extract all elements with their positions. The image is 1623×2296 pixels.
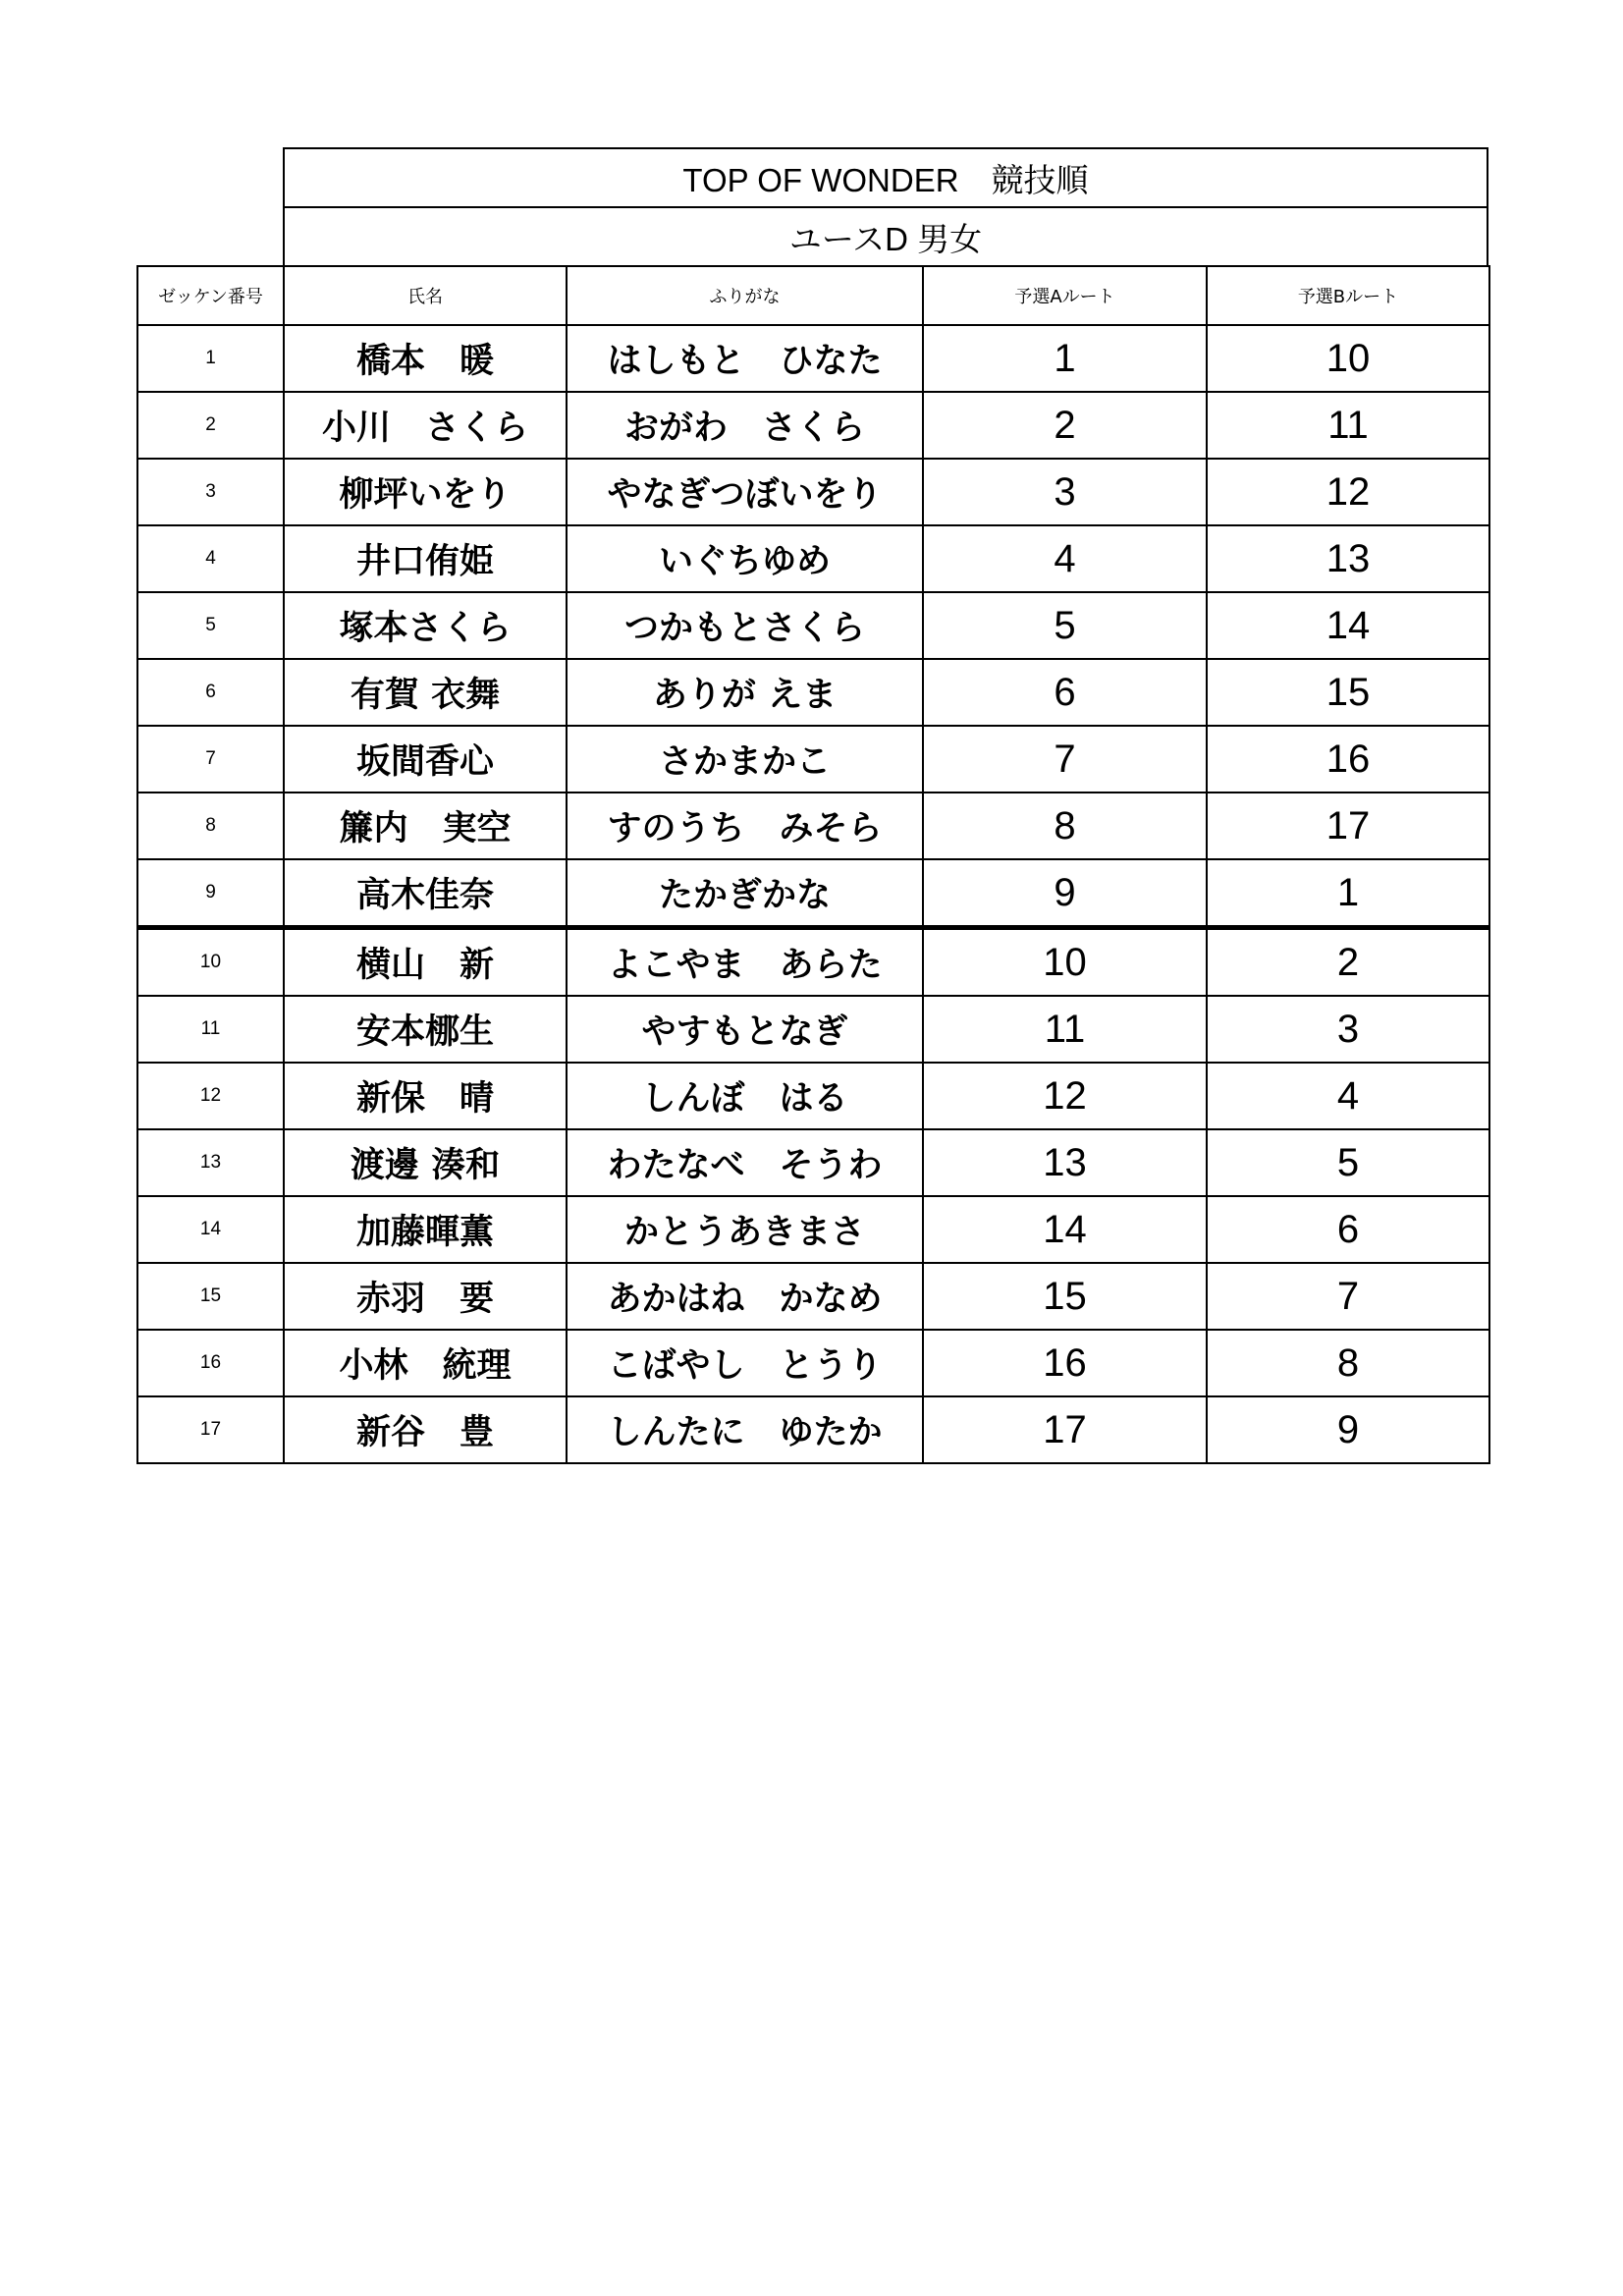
name-cell: 小林 統理: [284, 1330, 567, 1396]
route-a-cell: 16: [923, 1330, 1207, 1396]
bib-cell: 5: [137, 592, 284, 659]
route-b-cell: 2: [1207, 928, 1489, 997]
bib-cell: 11: [137, 996, 284, 1063]
kana-cell: たかぎかな: [567, 859, 923, 928]
route-b-cell: 1: [1207, 859, 1489, 928]
kana-cell: すのうち みそら: [567, 793, 923, 859]
bib-cell: 9: [137, 859, 284, 928]
bib-cell: 12: [137, 1063, 284, 1129]
bib-cell: 1: [137, 325, 284, 392]
name-cell: 高木佳奈: [284, 859, 567, 928]
table-row: [137, 1263, 1489, 1330]
route-a-cell: 8: [923, 793, 1207, 859]
table-row: [137, 1063, 1489, 1129]
bib-cell: 6: [137, 659, 284, 726]
route-b-cell: 10: [1207, 325, 1489, 392]
kana-cell: やなぎつぼいをり: [567, 459, 923, 525]
name-cell: 柳坪いをり: [284, 459, 567, 525]
bib-cell: 10: [137, 928, 284, 997]
name-cell: 横山 新: [284, 928, 567, 997]
header-name: 氏名: [284, 266, 567, 325]
bib-cell: 15: [137, 1263, 284, 1330]
route-b-cell: 12: [1207, 459, 1489, 525]
route-a-cell: 7: [923, 726, 1207, 793]
route-b-cell: 8: [1207, 1330, 1489, 1396]
kana-cell: さかまかこ: [567, 726, 923, 793]
kana-cell: わたなべ そうわ: [567, 1129, 923, 1196]
bib-cell: 17: [137, 1396, 284, 1463]
table-row: [137, 726, 1489, 793]
name-cell: 橋本 暖: [284, 325, 567, 392]
name-cell: 小川 さくら: [284, 392, 567, 459]
table-row: [137, 996, 1489, 1063]
table-row: [137, 325, 1489, 392]
bib-cell: 2: [137, 392, 284, 459]
kana-cell: おがわ さくら: [567, 392, 923, 459]
route-b-cell: 11: [1207, 392, 1489, 459]
name-cell: 新谷 豊: [284, 1396, 567, 1463]
header-route-b: 予選Bルート: [1207, 266, 1489, 325]
name-cell: 簾内 実空: [284, 793, 567, 859]
name-cell: 井口侑姫: [284, 525, 567, 592]
table-row: [137, 525, 1489, 592]
table-row: [137, 928, 1489, 997]
kana-cell: はしもと ひなた: [567, 325, 923, 392]
name-cell: 塚本さくら: [284, 592, 567, 659]
route-a-cell: 10: [923, 928, 1207, 997]
route-b-cell: 4: [1207, 1063, 1489, 1129]
route-a-cell: 17: [923, 1396, 1207, 1463]
kana-cell: つかもとさくら: [567, 592, 923, 659]
table-row: [137, 859, 1489, 928]
kana-cell: いぐちゆめ: [567, 525, 923, 592]
route-b-cell: 14: [1207, 592, 1489, 659]
header-route-a: 予選Aルート: [923, 266, 1207, 325]
table-row: [137, 1196, 1489, 1263]
table-row: [137, 1330, 1489, 1396]
bib-cell: 14: [137, 1196, 284, 1263]
name-cell: 新保 晴: [284, 1063, 567, 1129]
table-row: [137, 1396, 1489, 1463]
route-a-cell: 2: [923, 392, 1207, 459]
route-a-cell: 3: [923, 459, 1207, 525]
route-b-cell: 17: [1207, 793, 1489, 859]
route-b-cell: 6: [1207, 1196, 1489, 1263]
bib-cell: 4: [137, 525, 284, 592]
kana-cell: しんぼ はる: [567, 1063, 923, 1129]
name-cell: 坂間香心: [284, 726, 567, 793]
table-row: [137, 659, 1489, 726]
route-b-cell: 16: [1207, 726, 1489, 793]
table-row: [137, 392, 1489, 459]
kana-cell: やすもとなぎ: [567, 996, 923, 1063]
route-a-cell: 15: [923, 1263, 1207, 1330]
kana-cell: あかはね かなめ: [567, 1263, 923, 1330]
name-cell: 有賀 衣舞: [284, 659, 567, 726]
kana-cell: こばやし とうり: [567, 1330, 923, 1396]
bib-cell: 13: [137, 1129, 284, 1196]
kana-cell: かとうあきまさ: [567, 1196, 923, 1263]
route-a-cell: 12: [923, 1063, 1207, 1129]
kana-cell: ありが えま: [567, 659, 923, 726]
name-cell: 加藤暉薫: [284, 1196, 567, 1263]
route-b-cell: 13: [1207, 525, 1489, 592]
table-row: [137, 793, 1489, 859]
title-block: [283, 147, 1488, 265]
route-b-cell: 7: [1207, 1263, 1489, 1330]
header-kana: ふりがな: [567, 266, 923, 325]
category-title: ユースD 男女: [283, 206, 1488, 265]
kana-cell: よこやま あらた: [567, 928, 923, 997]
name-cell: 渡邊 湊和: [284, 1129, 567, 1196]
document-title: TOP OF WONDER 競技順: [283, 147, 1488, 206]
name-cell: 赤羽 要: [284, 1263, 567, 1330]
route-b-cell: 3: [1207, 996, 1489, 1063]
table-row: [137, 592, 1489, 659]
route-b-cell: 5: [1207, 1129, 1489, 1196]
route-b-cell: 15: [1207, 659, 1489, 726]
route-a-cell: 13: [923, 1129, 1207, 1196]
route-a-cell: 6: [923, 659, 1207, 726]
bib-cell: 16: [137, 1330, 284, 1396]
header-bib: ゼッケン番号: [137, 266, 284, 325]
route-a-cell: 1: [923, 325, 1207, 392]
kana-cell: しんたに ゆたか: [567, 1396, 923, 1463]
bib-cell: 3: [137, 459, 284, 525]
route-a-cell: 9: [923, 859, 1207, 928]
name-cell: 安本梛生: [284, 996, 567, 1063]
route-a-cell: 11: [923, 996, 1207, 1063]
table-body: [137, 325, 1489, 1463]
table-row: [137, 459, 1489, 525]
route-a-cell: 4: [923, 525, 1207, 592]
table-row: [137, 1129, 1489, 1196]
start-order-table: [136, 265, 1490, 1464]
route-b-cell: 9: [1207, 1396, 1489, 1463]
bib-cell: 8: [137, 793, 284, 859]
route-a-cell: 5: [923, 592, 1207, 659]
header-row: [137, 266, 1489, 325]
bib-cell: 7: [137, 726, 284, 793]
route-a-cell: 14: [923, 1196, 1207, 1263]
